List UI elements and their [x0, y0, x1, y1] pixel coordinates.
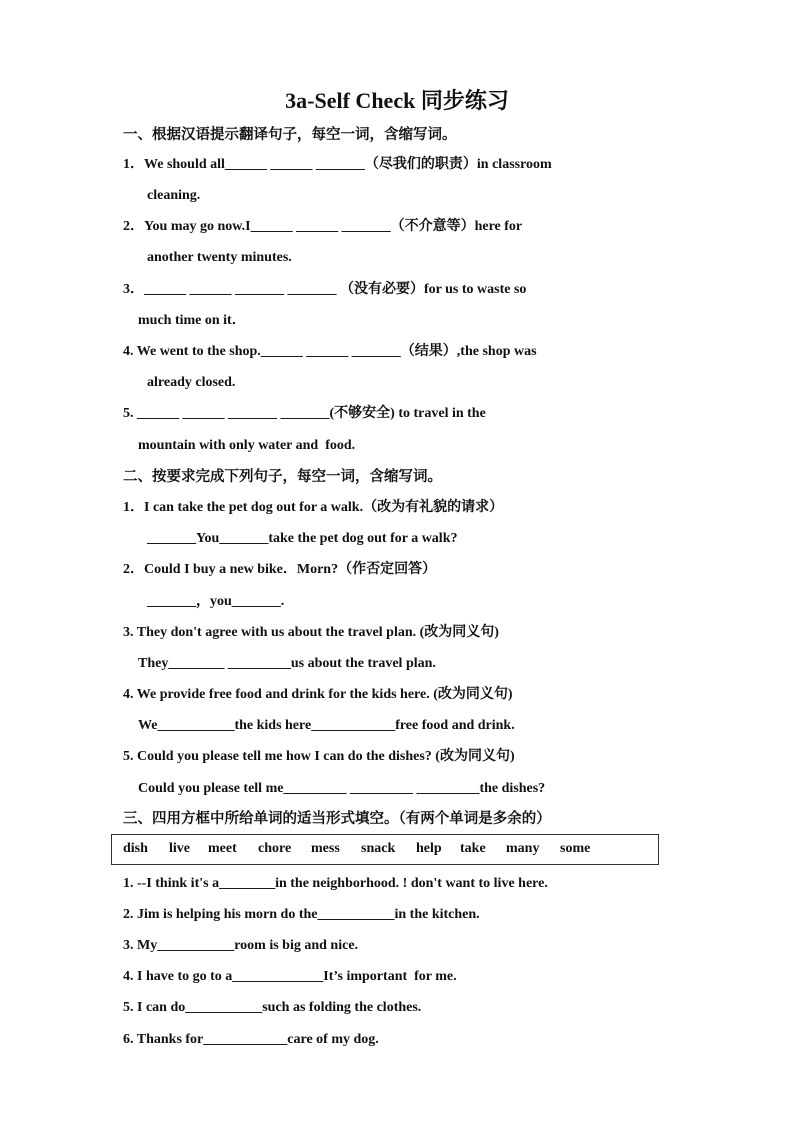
word-box-item: chore: [258, 841, 292, 856]
section2-heading: 二、按要求完成下列句子，每空一词，含缩写词。: [123, 469, 442, 485]
s1-line: cleaning.: [147, 188, 201, 203]
word-box-item: some: [560, 841, 591, 856]
s1-line: mountain with only water and food.: [138, 438, 356, 453]
s3-line: 2. Jim is helping his morn do the___________in the kitchen.: [123, 907, 480, 922]
s2-line: _______You_______take the pet dog out for a walk?: [147, 531, 458, 546]
word-box-item: live: [169, 841, 190, 856]
word-box-item: mess: [311, 841, 340, 856]
section1-heading: 一、根据汉语提示翻译句子，每空一词，含缩写词。: [123, 127, 457, 143]
s2-line: 4. We provide free food and drink for the kids here. (改为同义句): [123, 687, 513, 702]
word-box-item: dish: [123, 841, 148, 856]
s1-line: 3．______ ______ _______ _______ （没有必要）for us to waste so: [123, 282, 527, 297]
s2-line: We___________the kids here____________free food and drink.: [138, 718, 515, 733]
s2-line: 3. They don't agree with us about the travel plan. (改为同义句): [123, 625, 499, 640]
word-box-item: help: [416, 841, 442, 856]
s1-line: much time on it．: [138, 313, 246, 328]
s3-line: 4. I have to go to a_____________It’s important for me.: [123, 969, 457, 984]
s1-line: another twenty minutes.: [147, 250, 292, 265]
word-box: [111, 834, 659, 865]
s1-line: 4. We went to the shop.______ ______ _______（结果）,the shop was: [123, 344, 537, 359]
s3-line: 6. Thanks for____________care of my dog.: [123, 1032, 379, 1047]
word-box-item: many: [506, 841, 540, 856]
section3-heading: 三、四用方框中所给单词的适当形式填空。（有两个单词是多余的）: [123, 811, 551, 827]
s1-line: 2．You may go now.I______ ______ _______（不介意等）here for: [123, 219, 523, 234]
s1-line: 1．We should all______ ______ _______（尽我们的职责）in classroom: [123, 157, 552, 172]
word-box-item: snack: [361, 841, 396, 856]
worksheet-title: 3a-Self Check 同步练习: [285, 88, 509, 113]
s2-line: They________ _________us about the travel plan.: [138, 656, 436, 671]
s3-line: 3. My___________room is big and nice.: [123, 938, 359, 953]
word-box-item: meet: [208, 841, 237, 856]
s1-line: already closed.: [147, 375, 236, 390]
s3-line: 5. I can do___________such as folding the clothes.: [123, 1000, 422, 1015]
word-box-item: take: [460, 841, 486, 856]
s2-line: 5. Could you please tell me how I can do the dishes? (改为同义句): [123, 749, 515, 764]
s2-line: 1．I can take the pet dog out for a walk.（改为有礼貌的请求）: [123, 500, 504, 515]
s3-line: 1. --I think it's a________in the neighborhood. ! don't want to live here.: [123, 876, 548, 891]
s2-line: Could you please tell me_________ _________ _________the dishes?: [138, 781, 546, 796]
s2-line: _______，you_______.: [147, 594, 285, 609]
s1-line: 5. ______ ______ _______ _______(不够安全) to travel in the: [123, 406, 486, 421]
s2-line: 2．Could I buy a new bike．Morn?（作否定回答）: [123, 562, 437, 577]
